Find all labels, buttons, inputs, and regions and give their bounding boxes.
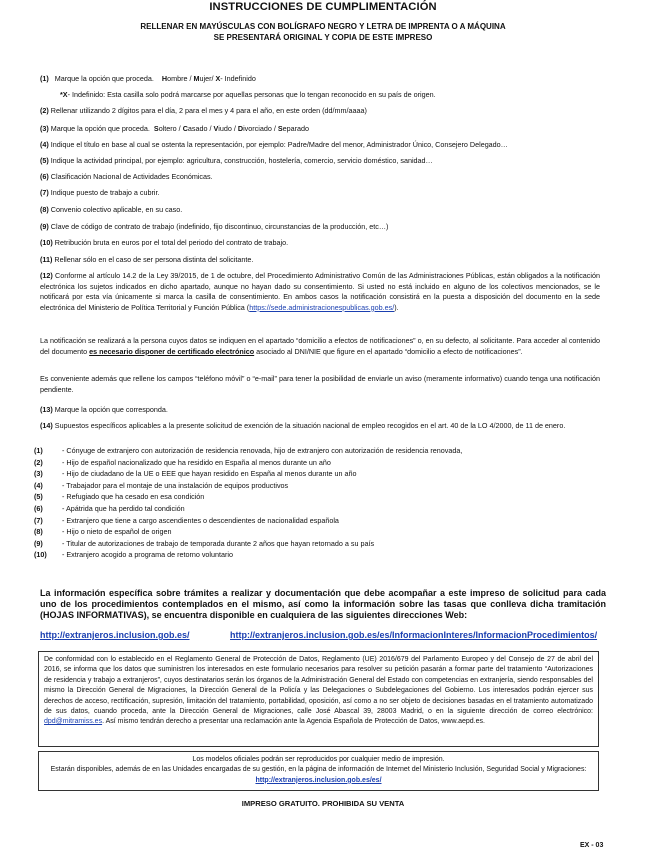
instruction-item-8: (8) Convenio colectivo aplicable, en su caso.	[40, 205, 183, 214]
official-models-box	[38, 751, 599, 791]
instruction-item-10: (10) Retribución bruta en euros por el total del periodo del contrato de trabajo.	[40, 238, 289, 247]
instruction-item-13: (13) Marque la opción que corresponda.	[40, 405, 168, 414]
extranjeros-home-link[interactable]: http://extranjeros.inclusion.gob.es/	[40, 630, 190, 640]
list-item: (3) - Hijo de ciudadano de la UE o EEE que hayan residido en España al menos durante un año	[34, 469, 357, 479]
list-item: (5) - Refugiado que ha cesado en esa condición	[34, 492, 205, 502]
instruction-item-14: (14) Supuestos específicos aplicables a la presente solicitud de exención de la situación nacional de empleo recogidos en el art. 40 de la LO 4/2000, de 11 de enero.	[40, 421, 566, 430]
instruction-item-12: (12) Conforme al artículo 14.2 de la Ley 39/2015, de 1 de octubre, del Procedimiento Administrativo Común de las Administraciones Públicas, están obligados a la notificación electrónica los sujetos indicados en dicho apartado, aunque no hayan dado su consentimiento. Si usted no está incluido en alguno de los colectivos mencionados, se le notificará por esta vía únicamente si marca la casilla de consentimiento. En ambos casos la notificación consistirá en la puesta a disposición del documento en la sede electrónica del Ministerio de Política Territorial y Función Pública (https://sede.administracionespublicas.gob.es/).	[40, 271, 600, 312]
list-item: (4) - Trabajador para el montaje de una instalación de equipos productivos	[34, 480, 289, 490]
dpd-email-link[interactable]: dpd@mitramiss.es	[44, 718, 103, 726]
list-item: (9) - Titular de autorizaciones de trabajo de temporada durante 2 años que hayan retornado a su país	[34, 538, 375, 548]
information-paragraph: La información específica sobre trámites a realizar y documentación que debe acompañar a este impreso de solicitud para cada uno de los procedimientos contemplados en el mismo, así como la información sobre las tasas que conlleva dicha tramitación (HOJAS INFORMATIVAS), se encuentra disponible en cualquiera de las siguientes direcciones Web:	[40, 588, 606, 621]
list-item: (2) - Hijo de español nacionalizado que ha residido en España al menos durante un año	[34, 457, 331, 467]
models-availability-text: Estarán disponibles, además de en las Unidades encargadas de su gestión, en la página de información de Internet del Ministerio Inclusión, Seguridad Social y Migraciones: http://extranjeros.inclusion.gob.es/es/	[50, 766, 587, 784]
instruction-item-9: (9) Clave de código de contrato de trabajo (indefinido, fijo discontinuo, circunstancias de la producción, etc…)	[40, 222, 389, 231]
instruction-item-12-notification: La notificación se realizará a la persona cuyos datos se indiquen en el apartado “domicilio a efectos de notificaciones” o, en su defecto, al solicitante. Para acceder al contenido del documento es necesario disponer de certificado electrónico asociado al DNI/NIE que figure en el apartado “domicilio a efecto de notificaciones”.	[40, 336, 600, 356]
models-reproduction-text: Los modelos oficiales podrán ser reproducidos por cualquier medio de impresión.	[192, 756, 445, 763]
free-form-notice: IMPRESO GRATUITO. PROHIBIDA SU VENTA	[241, 799, 405, 808]
models-link[interactable]: http://extranjeros.inclusion.gob.es/es/	[255, 776, 382, 784]
instruction-item-1-note: *X- Indefinido: Esta casilla solo podrá marcarse por aquellas personas que lo tengan reconocido en su país de origen.	[60, 90, 436, 99]
instruction-item-12-contact: Es conveniente además que rellene los campos “teléfono móvil” o “e-mail” para tener la posibilidad de enviarle un aviso (meramente informativo) cuando tenga una notificación pendiente.	[40, 374, 600, 394]
instruction-item-11: (11) Rellenar sólo en el caso de ser persona distinta del solicitante.	[40, 255, 254, 264]
list-item: (1) - Cónyuge de extranjero con autorización de residencia renovada, hijo de extranjero con autorización de residencia renovada,	[34, 446, 463, 455]
exemption-cases-list	[34, 445, 554, 561]
list-item: (6) - Apátrida que ha perdido tal condición	[34, 503, 185, 513]
data-protection-box: De conformidad con lo establecido en el Reglamento General de Protección de Datos, Reglamento (UE) 2016/679 del Parlamento Europeo y del Consejo de 27 de abril del 2016, se informa que los datos que suministren los interesados en este formulario necesarios para resolver su petición pasarán a formar parte del tratamiento “Autorizaciones de residencia y trabajo a extranjeros”, cuyos destinatarios serán los órganos de la Administración General del Estado con competencias en extranjería, siendo responsables del mismo la Dirección General de Migraciones, la Dirección General de la Policía y las Delegaciones o Subdelegaciones del Gobierno. Los interesados podrán ejercer sus derechos de acceso, rectificación, supresión, limitación del tratamiento, portabilidad, oposición, así como a no ser objeto de decisiones basadas en el tratamiento automatizado de sus datos, cuando proceda, ante la Dirección General de Migraciones, calle José Abascal 39, 28003 Madrid, o en la siguiente dirección de correo electrónico: dpd@mitramiss.es. Así mismo tendrán derecho a presentar una reclamación ante la Agencia Española de Protección de Datos, www.aepd.es.	[38, 651, 599, 747]
page-title: INSTRUCCIONES DE CUMPLIMENTACIÓN	[209, 1, 437, 13]
sede-link[interactable]: https://sede.administracionespublicas.gob.es/	[249, 302, 395, 312]
list-item: (7) - Extranjero que tiene a cargo ascendientes o descendientes de nacionalidad española	[34, 515, 339, 525]
instruction-item-2: (2) Rellenar utilizando 2 dígitos para el día, 2 para el mes y 4 para el año, en este orden (dd/mm/aaaa)	[40, 106, 367, 115]
instruction-item-5: (5) Indique la actividad principal, por ejemplo: agricultura, construcción, hostelería, comercio, servicio doméstico, sanidad…	[40, 156, 433, 165]
form-code: EX - 03	[580, 842, 604, 849]
subtitle-instructions: RELLENAR EN MAYÚSCULAS CON BOLÍGRAFO NEGRO Y LETRA DE IMPRENTA O A MÁQUINA	[140, 22, 506, 31]
instruction-item-7: (7) Indique puesto de trabajo a cubrir.	[40, 188, 160, 197]
list-item: (8) - Hijo o nieto de español de origen	[34, 527, 172, 537]
instruction-item-3: (3) Marque la opción que proceda. Soltero / Casado / Viudo / Divorciado / Separado	[40, 124, 310, 133]
procedures-info-link[interactable]: http://extranjeros.inclusion.gob.es/es/InformacionInteres/InformacionProcedimientos/	[230, 630, 598, 640]
instruction-item-4: (4) Indique el título en base al cual se ostenta la representación, por ejemplo: Padre/Madre del menor, Administrador Único, Consejero Delegado…	[40, 140, 508, 149]
list-item: (10) - Extranjero acogido a programa de retorno voluntario	[34, 550, 233, 560]
subtitle-original-copy: SE PRESENTARÁ ORIGINAL Y COPIA DE ESTE IMPRESO	[213, 33, 433, 42]
instruction-item-6: (6) Clasificación Nacional de Actividades Económicas.	[40, 172, 213, 181]
instruction-item-1: (1) Marque la opción que proceda. Hombre / Mujer/ X- Indefinido	[40, 74, 256, 83]
